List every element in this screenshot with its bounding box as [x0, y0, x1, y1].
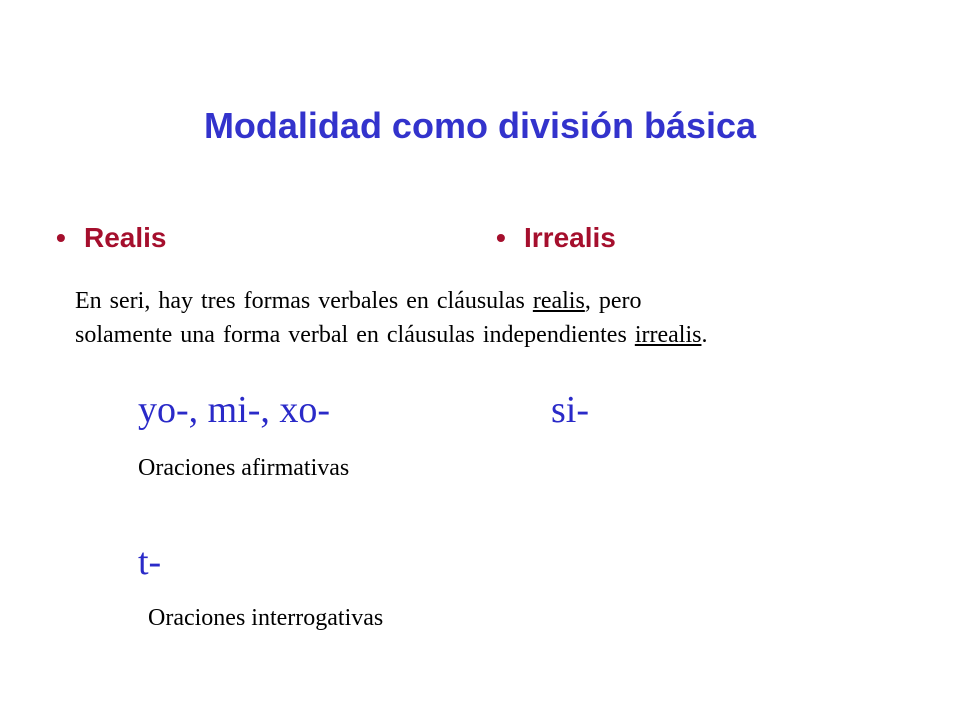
caption-affirmative: Oraciones afirmativas	[138, 455, 350, 481]
slide-title: Modalidad como división básica	[203, 105, 757, 146]
bullet-label-realis: Realis	[84, 222, 167, 253]
explanation-paragraph	[75, 284, 905, 352]
paragraph-line-1	[75, 284, 905, 318]
bullet-dot-icon: •	[56, 222, 66, 253]
paragraph-text: , pero	[584, 288, 642, 314]
paragraph-text: En seri, hay tres formas verbales en cláusulas	[75, 288, 533, 314]
irrealis-prefix: si-	[551, 389, 589, 431]
underlined-term-realis: realis	[532, 288, 585, 314]
paragraph-text: .	[701, 322, 708, 348]
caption-interrogative: Oraciones interrogativas	[148, 605, 384, 631]
bullet-dot-icon: •	[496, 222, 506, 253]
bullet-realis	[56, 218, 167, 258]
underlined-term-irrealis: irrealis	[634, 322, 702, 348]
bullet-label-irrealis: Irrealis	[524, 222, 616, 253]
realis-affirmative-prefixes: yo-, mi-, xo-	[138, 389, 331, 431]
paragraph-text: solamente una forma verbal en cláusulas independientes	[75, 322, 635, 348]
bullet-irrealis	[496, 218, 616, 258]
paragraph-line-2	[75, 318, 905, 352]
realis-interrogative-prefix: t-	[138, 541, 162, 583]
